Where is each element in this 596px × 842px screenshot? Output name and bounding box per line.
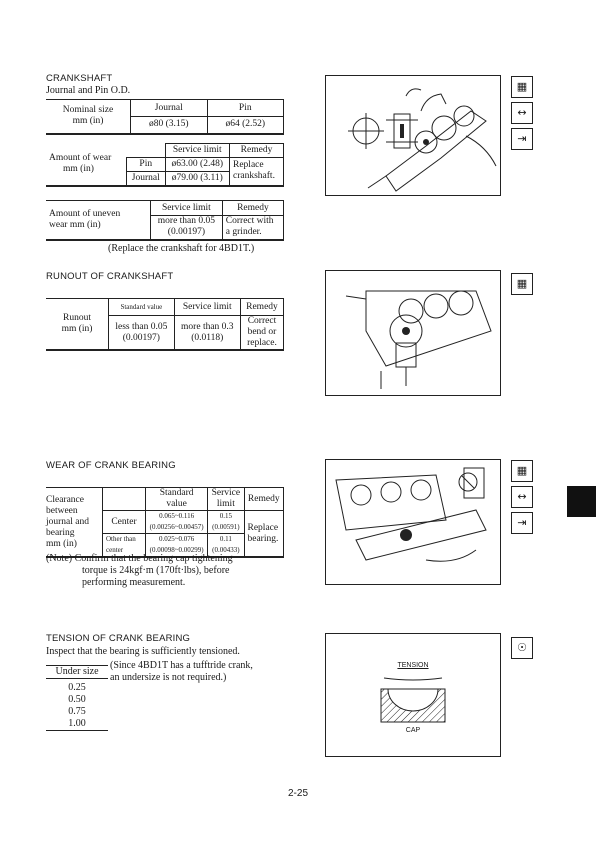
wear-label: Amount of wear mm (in): [46, 144, 127, 186]
clearance-remedy-header: Remedy: [244, 488, 284, 511]
tufftride-note: (Since 4BD1T has a tufftride crank, an undersize is not required.): [110, 660, 253, 683]
pin-row-label: Pin: [127, 158, 166, 172]
other-standard-value: 0.025~0.076 (0.00098~0.00299): [146, 534, 208, 558]
runout-remedy: Correct bend or replace.: [240, 316, 283, 351]
uneven-wear-table: [46, 200, 284, 241]
clearance-remedy: Replace bearing.: [244, 511, 284, 558]
clearance-service-limit-header: Service limit: [208, 488, 244, 511]
inspection-gauge-icon: ▦: [511, 76, 533, 98]
undersize-item: 0.75: [68, 706, 86, 717]
bearing-cap-illustration: [326, 634, 500, 756]
runout-standard-value: less than 0.05 (0.00197): [109, 316, 175, 351]
runout-label: Runout mm (in): [46, 299, 109, 351]
page-number: 2-25: [287, 788, 308, 799]
runout-inspection-icon: ▦: [511, 273, 533, 295]
pin-nominal: ø64 (2.52): [207, 117, 284, 134]
runout-standard-header: Standard value: [109, 299, 175, 316]
uneven-wear-label: Amount of uneven wear mm (in): [46, 201, 151, 240]
service-limit-header: Service limit: [165, 144, 229, 158]
crankshaft-heading: CRANKSHAFT: [46, 73, 113, 84]
nominal-size-table: [46, 99, 284, 135]
tension-instruction: Inspect that the bearing is sufficiently tensioned.: [46, 646, 240, 657]
other-service-limit: 0.11 (0.00433): [208, 534, 244, 558]
bearing-tension-figure: [325, 633, 501, 757]
undersize-list: [46, 682, 108, 731]
wear-remedy: Replace crankshaft.: [230, 158, 284, 186]
other-than-center-label: Other than center: [103, 534, 146, 558]
tension-heading: TENSION OF CRANK BEARING: [46, 633, 191, 644]
visual-check-icon: ☉: [511, 637, 533, 659]
undersize-item: 0.25: [68, 682, 86, 693]
center-label: Center: [103, 511, 146, 534]
tension-label: TENSION: [397, 662, 429, 669]
dimension-inward-arrows-icon: ⇥: [511, 128, 533, 150]
bearing-inspection-icon: ▦: [511, 460, 533, 482]
journal-service-limit: ø79.00 (3.11): [165, 172, 229, 186]
bearing-outward-arrows-icon: ↔: [511, 486, 533, 508]
undersize-item: 1.00: [68, 718, 86, 729]
nominal-size-label: Nominal size mm (in): [46, 100, 131, 134]
runout-service-limit-header: Service limit: [174, 299, 240, 316]
undersize-item: 0.50: [68, 694, 86, 705]
runout-dial-gauge-illustration: [326, 271, 500, 395]
uneven-remedy-header: Remedy: [222, 201, 283, 216]
dimension-outward-arrows-icon: ↔: [511, 102, 533, 124]
clearance-standard-header: Standard value: [146, 488, 208, 511]
journal-header: Journal: [131, 100, 208, 117]
crankshaft-subheading: Journal and Pin O.D.: [46, 85, 131, 96]
pin-header: Pin: [207, 100, 284, 117]
bearing-inward-arrows-icon: ⇥: [511, 512, 533, 534]
clearance-label: Clearance between journal and bearing mm (in): [46, 488, 103, 558]
remedy-header: Remedy: [230, 144, 284, 158]
uneven-remedy: Correct with a grinder.: [222, 216, 283, 240]
cap-label: CAP: [405, 727, 421, 734]
plastigage-measurement-illustration: [326, 460, 500, 584]
wear-limit-table: [46, 143, 284, 187]
runout-heading: RUNOUT OF CRANKSHAFT: [46, 271, 174, 282]
runout-table: [46, 298, 284, 351]
journal-row-label: Journal: [127, 172, 166, 186]
runout-figure: [325, 270, 501, 396]
replace-note: (Replace the crankshaft for 4BD1T.): [108, 243, 255, 254]
crankshaft-od-figure: [325, 75, 501, 196]
center-standard-value: 0.065~0.116 (0.00256~0.00457): [146, 511, 208, 534]
section-tab-marker: [567, 486, 596, 517]
crank-bearing-wear-heading: WEAR OF CRANK BEARING: [46, 460, 176, 471]
runout-service-limit: more than 0.3 (0.0118): [174, 316, 240, 351]
uneven-service-limit-header: Service limit: [151, 201, 223, 216]
uneven-service-limit: more than 0.05 (0.00197): [151, 216, 223, 240]
pin-service-limit: ø63.00 (2.48): [165, 158, 229, 172]
bearing-wear-figure: [325, 459, 501, 585]
center-service-limit: 0.15 (0.00591): [208, 511, 244, 534]
bearing-clearance-table: [46, 487, 284, 558]
runout-remedy-header: Remedy: [240, 299, 283, 316]
torque-note: (Note) Confirm that the bearing cap tightening torque is 24kgf·m (170ft·lbs), before performing measurement.: [46, 553, 233, 588]
undersize-header: Under size: [46, 665, 108, 679]
journal-nominal: ø80 (3.15): [131, 117, 208, 134]
crankshaft-measurement-illustration: [326, 76, 500, 195]
